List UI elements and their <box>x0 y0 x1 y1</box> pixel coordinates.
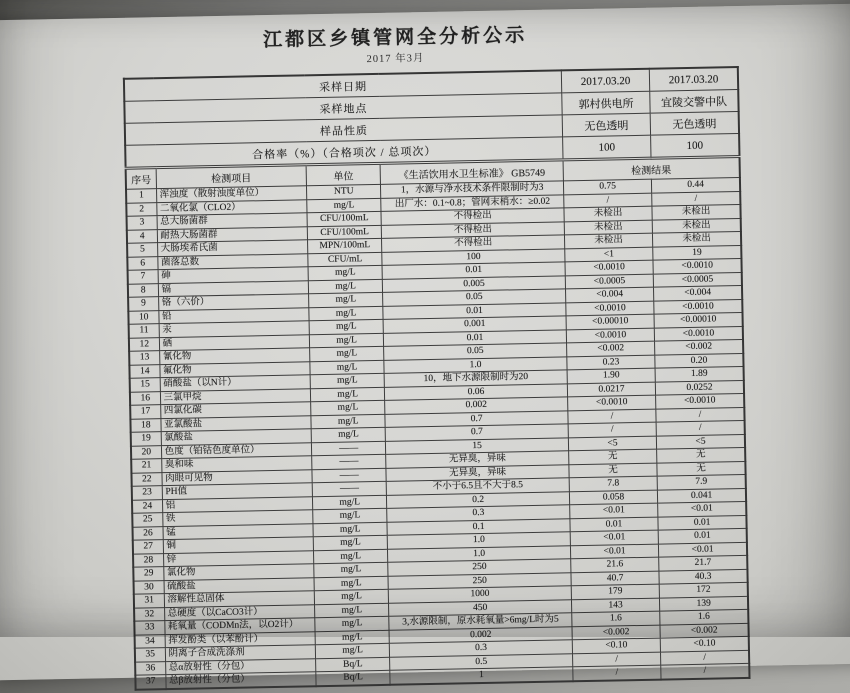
cell-item: 阴离子合成洗涤剂 <box>165 645 316 661</box>
cell-no: 8 <box>128 283 158 297</box>
cell-standard: 无异臭，异味 <box>386 464 569 481</box>
cell-no: 5 <box>127 243 157 257</box>
cell-item: 四氯化碳 <box>160 402 311 418</box>
cell-no: 11 <box>129 324 159 338</box>
cell-r2: 0.0252 <box>655 380 744 395</box>
cell-standard: 0.3 <box>387 505 570 522</box>
cell-standard: 0.7 <box>385 410 568 427</box>
cell-standard: 1.0 <box>388 545 571 562</box>
cell-r1: 0.058 <box>569 490 658 505</box>
meta-value-col2: 100 <box>651 133 740 158</box>
cell-r1: 未检出 <box>564 206 653 221</box>
cell-unit: CFU/100mL <box>307 225 381 240</box>
meta-label: 采样日期 <box>124 70 562 101</box>
cell-item: 氰化物 <box>159 348 310 364</box>
meta-value-col2: 2017.03.20 <box>649 67 738 91</box>
cell-item: 硝酸盐（以N计） <box>160 375 311 391</box>
cell-r1: <5 <box>568 436 657 451</box>
cell-item: 氟化物 <box>159 361 310 377</box>
cell-unit: mg/L <box>308 265 382 280</box>
meta-label: 合格率（%）（合格项次 / 总项次） <box>125 137 563 168</box>
cell-r1: 0.75 <box>563 179 652 194</box>
cell-no: 10 <box>128 310 158 324</box>
cell-no: 18 <box>130 418 160 432</box>
cell-unit: NTU <box>307 184 381 199</box>
cell-item: 总大肠菌群 <box>157 213 308 229</box>
cell-r1: 无 <box>569 449 658 464</box>
cell-r1: <0.01 <box>570 530 659 545</box>
cell-standard: 0.005 <box>383 275 566 292</box>
cell-unit: mg/L <box>311 400 385 415</box>
cell-r2: 172 <box>659 582 748 597</box>
cell-unit: mg/L <box>315 616 389 631</box>
cell-r1: 0.23 <box>567 355 656 370</box>
cell-no: 24 <box>132 499 162 513</box>
cell-no: 13 <box>129 351 159 365</box>
cell-r1: 21.6 <box>571 557 660 572</box>
cell-r1: <0.004 <box>565 287 654 302</box>
cell-item: 溶解性总固体 <box>164 591 315 607</box>
cell-no: 19 <box>131 432 161 446</box>
cell-item: 氯酸盐 <box>161 429 312 445</box>
cell-item: 耐热大肠菌群 <box>157 226 308 242</box>
cell-unit: mg/L <box>309 319 383 334</box>
cell-r1: <0.0005 <box>565 274 654 289</box>
cell-no: 35 <box>135 648 165 662</box>
cell-r1: 1.90 <box>567 368 656 383</box>
analysis-table <box>123 66 751 690</box>
cell-no: 34 <box>135 634 165 648</box>
cell-r1: 未检出 <box>564 220 653 235</box>
cell-r2: / <box>652 191 741 206</box>
cell-unit: mg/L <box>315 630 389 645</box>
cell-item: 臭和味 <box>161 456 312 472</box>
cell-r2: <0.002 <box>655 339 744 354</box>
cell-item: 锌 <box>163 550 314 566</box>
cell-standard: 450 <box>389 599 572 616</box>
cell-r2: 139 <box>660 596 749 611</box>
cell-item: 大肠埃希氏菌 <box>157 240 308 256</box>
cell-standard: 3,水源限制，原水耗氧量>6mg/L时为5 <box>389 613 572 630</box>
cell-standard: 0.1 <box>387 518 570 535</box>
cell-standard: 15 <box>386 437 569 454</box>
cell-r2: / <box>661 650 750 665</box>
cell-r1: 未检出 <box>564 233 653 248</box>
cell-unit: mg/L <box>313 535 387 550</box>
cell-r2: <0.002 <box>660 623 749 638</box>
cell-standard: 0.2 <box>387 491 570 508</box>
cell-unit: mg/L <box>309 306 383 321</box>
cell-item: 三氯甲烷 <box>160 388 311 404</box>
cell-item: 总硬度（以CaCO3计） <box>164 604 315 620</box>
cell-standard: 0.05 <box>384 343 567 360</box>
cell-standard: 100 <box>382 248 565 265</box>
cell-r1: 143 <box>571 598 660 613</box>
cell-no: 2 <box>126 202 156 216</box>
meta-value-col1: 100 <box>562 135 651 160</box>
cell-standard: 1，水源与净水技术条件限制时为3 <box>381 181 564 198</box>
cell-standard: 250 <box>388 572 571 589</box>
cell-unit: —— <box>312 481 386 496</box>
meta-label: 采样地点 <box>124 93 562 123</box>
cell-r1: 0.0217 <box>567 382 656 397</box>
cell-item: 氯化物 <box>163 564 314 580</box>
cell-standard: 1000 <box>389 586 572 603</box>
cell-r1: 179 <box>571 584 660 599</box>
cell-r2: 1.89 <box>655 366 744 381</box>
cell-standard: 0.06 <box>385 383 568 400</box>
meta-value-col1: 郭村供电所 <box>562 91 651 115</box>
cell-standard: 0.5 <box>390 653 573 670</box>
page-title: 江都区乡镇管网全分析公示 <box>262 25 528 52</box>
cell-unit: mg/L <box>314 589 388 604</box>
cell-r1: / <box>572 652 661 667</box>
cell-no: 37 <box>135 675 165 690</box>
cell-standard: 1.0 <box>384 356 567 373</box>
cell-unit: mg/L <box>309 333 383 348</box>
meta-value-col2: 无色透明 <box>650 111 739 135</box>
cell-no: 14 <box>129 364 159 378</box>
cell-item: 汞 <box>159 321 310 337</box>
cell-standard: 不得检出 <box>381 208 564 225</box>
cell-r1: 无 <box>569 463 658 478</box>
cell-r2: 未检出 <box>653 231 742 246</box>
cell-no: 31 <box>134 594 164 608</box>
cell-standard: 0.001 <box>383 316 566 333</box>
cell-standard: 0.002 <box>389 626 572 643</box>
cell-r2: <0.0005 <box>653 272 742 287</box>
cell-unit: —— <box>312 454 386 469</box>
paper-sheet <box>0 4 850 687</box>
cell-r1: <0.00010 <box>566 314 655 329</box>
cell-r2: 19 <box>653 245 742 260</box>
cell-item: 铬（六价） <box>158 294 309 310</box>
cell-r1: 1.6 <box>572 611 661 626</box>
cell-unit: mg/L <box>310 360 384 375</box>
cell-item: 锰 <box>163 523 314 539</box>
cell-item: PH值 <box>162 483 313 499</box>
cell-r2: / <box>656 407 745 422</box>
cell-r2: 21.7 <box>659 555 748 570</box>
cell-no: 20 <box>131 445 161 459</box>
cell-r2: <0.004 <box>654 285 743 300</box>
cell-r2: <0.01 <box>658 501 747 516</box>
cell-standard: 0.01 <box>382 262 565 279</box>
cell-item: 肉眼可见物 <box>162 469 313 485</box>
cell-r2: 7.9 <box>657 474 746 489</box>
cell-standard: 0.01 <box>383 302 566 319</box>
cell-no: 1 <box>126 189 156 203</box>
cell-standard: 0.01 <box>384 329 567 346</box>
col-header-standard: 《生活饮用水卫生标准》 GB5749 <box>380 160 563 185</box>
cell-no: 23 <box>132 486 162 500</box>
cell-standard: 10，地下水源限制时为20 <box>384 370 567 387</box>
cell-unit: CFU/100mL <box>307 211 381 226</box>
cell-r1: <0.0010 <box>565 260 654 275</box>
cell-unit: mg/L <box>311 414 385 429</box>
cell-r1: / <box>564 193 653 208</box>
cell-unit: —— <box>312 468 386 483</box>
cell-r2: <0.0010 <box>654 299 743 314</box>
cell-r2: 0.01 <box>658 515 747 530</box>
cell-r2: <0.0010 <box>653 258 742 273</box>
cell-standard: 无异臭，异味 <box>386 451 569 468</box>
cell-no: 16 <box>130 391 160 405</box>
cell-standard: 0.3 <box>390 640 573 657</box>
cell-unit: mg/L <box>315 603 389 618</box>
cell-r1: <0.0010 <box>566 328 655 343</box>
cell-r2: <0.00010 <box>654 312 743 327</box>
cell-no: 32 <box>134 607 164 621</box>
cell-no: 36 <box>135 661 165 675</box>
cell-item: 挥发酚类（以苯酚计） <box>165 631 316 647</box>
cell-r1: <0.0010 <box>566 301 655 316</box>
cell-unit: mg/L <box>314 562 388 577</box>
col-header-item: 检测项目 <box>156 165 307 189</box>
cell-item: 镉 <box>158 280 309 296</box>
cell-r2: 40.3 <box>659 569 748 584</box>
cell-unit: mg/L <box>310 387 384 402</box>
cell-standard: 1.0 <box>388 532 571 549</box>
cell-r1: <0.002 <box>566 341 655 356</box>
meta-value-col1: 2017.03.20 <box>561 69 650 93</box>
cell-standard: 1 <box>390 667 573 685</box>
cell-no: 7 <box>128 270 158 284</box>
cell-r1: <0.01 <box>570 544 659 559</box>
cell-unit: mg/L <box>307 198 381 213</box>
col-header-no: 序号 <box>126 168 156 190</box>
cell-r2: <5 <box>657 434 746 449</box>
cell-no: 3 <box>127 216 157 230</box>
cell-no: 27 <box>133 540 163 554</box>
meta-value-col1: 无色透明 <box>562 113 651 137</box>
page-subtitle: 2017 年3月 <box>366 53 425 66</box>
cell-r2: 未检出 <box>652 218 741 233</box>
cell-unit: mg/L <box>311 427 385 442</box>
cell-no: 21 <box>131 459 161 473</box>
cell-no: 29 <box>133 567 163 581</box>
cell-r2: 0.01 <box>658 528 747 543</box>
cell-unit: Bq/L <box>316 670 390 685</box>
cell-unit: MPN/100mL <box>308 238 382 253</box>
cell-r2: <0.0010 <box>654 326 743 341</box>
cell-standard: 0.7 <box>385 424 568 441</box>
cell-r2: <0.10 <box>660 636 749 651</box>
cell-item: 铝 <box>162 496 313 512</box>
cell-r2: / <box>656 420 745 435</box>
cell-no: 28 <box>133 553 163 567</box>
data-rows-section <box>126 177 749 689</box>
cell-r2: 未检出 <box>652 204 741 219</box>
cell-no: 22 <box>131 472 161 486</box>
cell-r1: <0.01 <box>570 503 659 518</box>
cell-r1: / <box>573 665 662 681</box>
cell-item: 砷 <box>158 267 309 283</box>
cell-no: 30 <box>134 580 164 594</box>
cell-item: 二氧化氯（CLO2） <box>156 199 307 215</box>
cell-unit: mg/L <box>313 508 387 523</box>
cell-r1: 0.01 <box>570 517 659 532</box>
cell-r2: / <box>661 663 750 679</box>
cell-item: 硫酸盐 <box>164 577 315 593</box>
cell-r2: 0.20 <box>655 353 744 368</box>
cell-r2: 1.6 <box>660 609 749 624</box>
cell-r2: <0.01 <box>659 542 748 557</box>
meta-section <box>124 67 740 168</box>
cell-r2: 无 <box>657 461 746 476</box>
cell-item: 铁 <box>162 510 313 526</box>
cell-unit: Bq/L <box>316 657 390 672</box>
cell-unit: mg/L <box>314 576 388 591</box>
cell-r2: <0.0010 <box>656 393 745 408</box>
cell-unit: mg/L <box>308 279 382 294</box>
cell-standard: 不得检出 <box>382 235 565 252</box>
cell-item: 硒 <box>159 334 310 350</box>
cell-item: 铜 <box>163 537 314 553</box>
cell-item: 总α放射性（分包） <box>165 658 316 674</box>
cell-standard: 0.05 <box>383 289 566 306</box>
cell-r1: 40.7 <box>571 571 660 586</box>
cell-unit: —— <box>311 441 385 456</box>
cell-unit: mg/L <box>315 643 389 658</box>
cell-no: 25 <box>132 513 162 527</box>
cell-r2: 无 <box>657 447 746 462</box>
cell-item: 菌落总数 <box>157 253 308 269</box>
cell-unit: mg/L <box>310 373 384 388</box>
cell-r1: <0.002 <box>572 625 661 640</box>
cell-unit: mg/L <box>313 495 387 510</box>
cell-r2: 0.44 <box>652 177 741 192</box>
cell-no: 33 <box>134 621 164 635</box>
document-content <box>122 16 751 690</box>
cell-standard: 出厂水：0.1~0.8；管网末梢水：≥0.02 <box>381 194 564 211</box>
cell-no: 4 <box>127 229 157 243</box>
cell-r1: <1 <box>565 247 654 262</box>
col-header-result: 检测结果 <box>563 156 740 180</box>
cell-unit: CFU/mL <box>308 252 382 267</box>
cell-item: 总β放射性（分包） <box>165 672 316 689</box>
cell-item: 亚氯酸盐 <box>161 415 312 431</box>
cell-r2: 0.041 <box>658 488 747 503</box>
cell-no: 26 <box>132 526 162 540</box>
col-header-unit: 单位 <box>306 163 381 185</box>
cell-no: 17 <box>130 405 160 419</box>
cell-no: 15 <box>130 378 160 392</box>
cell-no: 9 <box>128 297 158 311</box>
cell-item: 铅 <box>158 307 309 323</box>
cell-unit: mg/L <box>314 549 388 564</box>
cell-standard: 0.002 <box>385 397 568 414</box>
cell-r1: <0.10 <box>572 638 661 653</box>
cell-r1: / <box>568 422 657 437</box>
cell-item: 耗氧量（CODMn法，以O2计） <box>164 618 315 634</box>
cell-item: 浑浊度（散射浊度单位） <box>156 186 307 202</box>
cell-standard: 不得检出 <box>382 221 565 238</box>
cell-r1: <0.0010 <box>567 395 656 410</box>
cell-no: 6 <box>127 256 157 270</box>
cell-unit: mg/L <box>309 292 383 307</box>
meta-value-col2: 宜陵交警中队 <box>650 89 739 113</box>
cell-standard: 不小于6.5且不大于8.5 <box>386 478 569 495</box>
meta-label: 样品性质 <box>125 115 563 145</box>
cell-item: 色度（铂钴色度单位） <box>161 442 312 458</box>
cell-r1: / <box>568 409 657 424</box>
cell-standard: 250 <box>388 559 571 576</box>
cell-unit: mg/L <box>313 522 387 537</box>
cell-r1: 7.8 <box>569 476 658 491</box>
cell-unit: mg/L <box>310 346 384 361</box>
cell-no: 12 <box>129 337 159 351</box>
